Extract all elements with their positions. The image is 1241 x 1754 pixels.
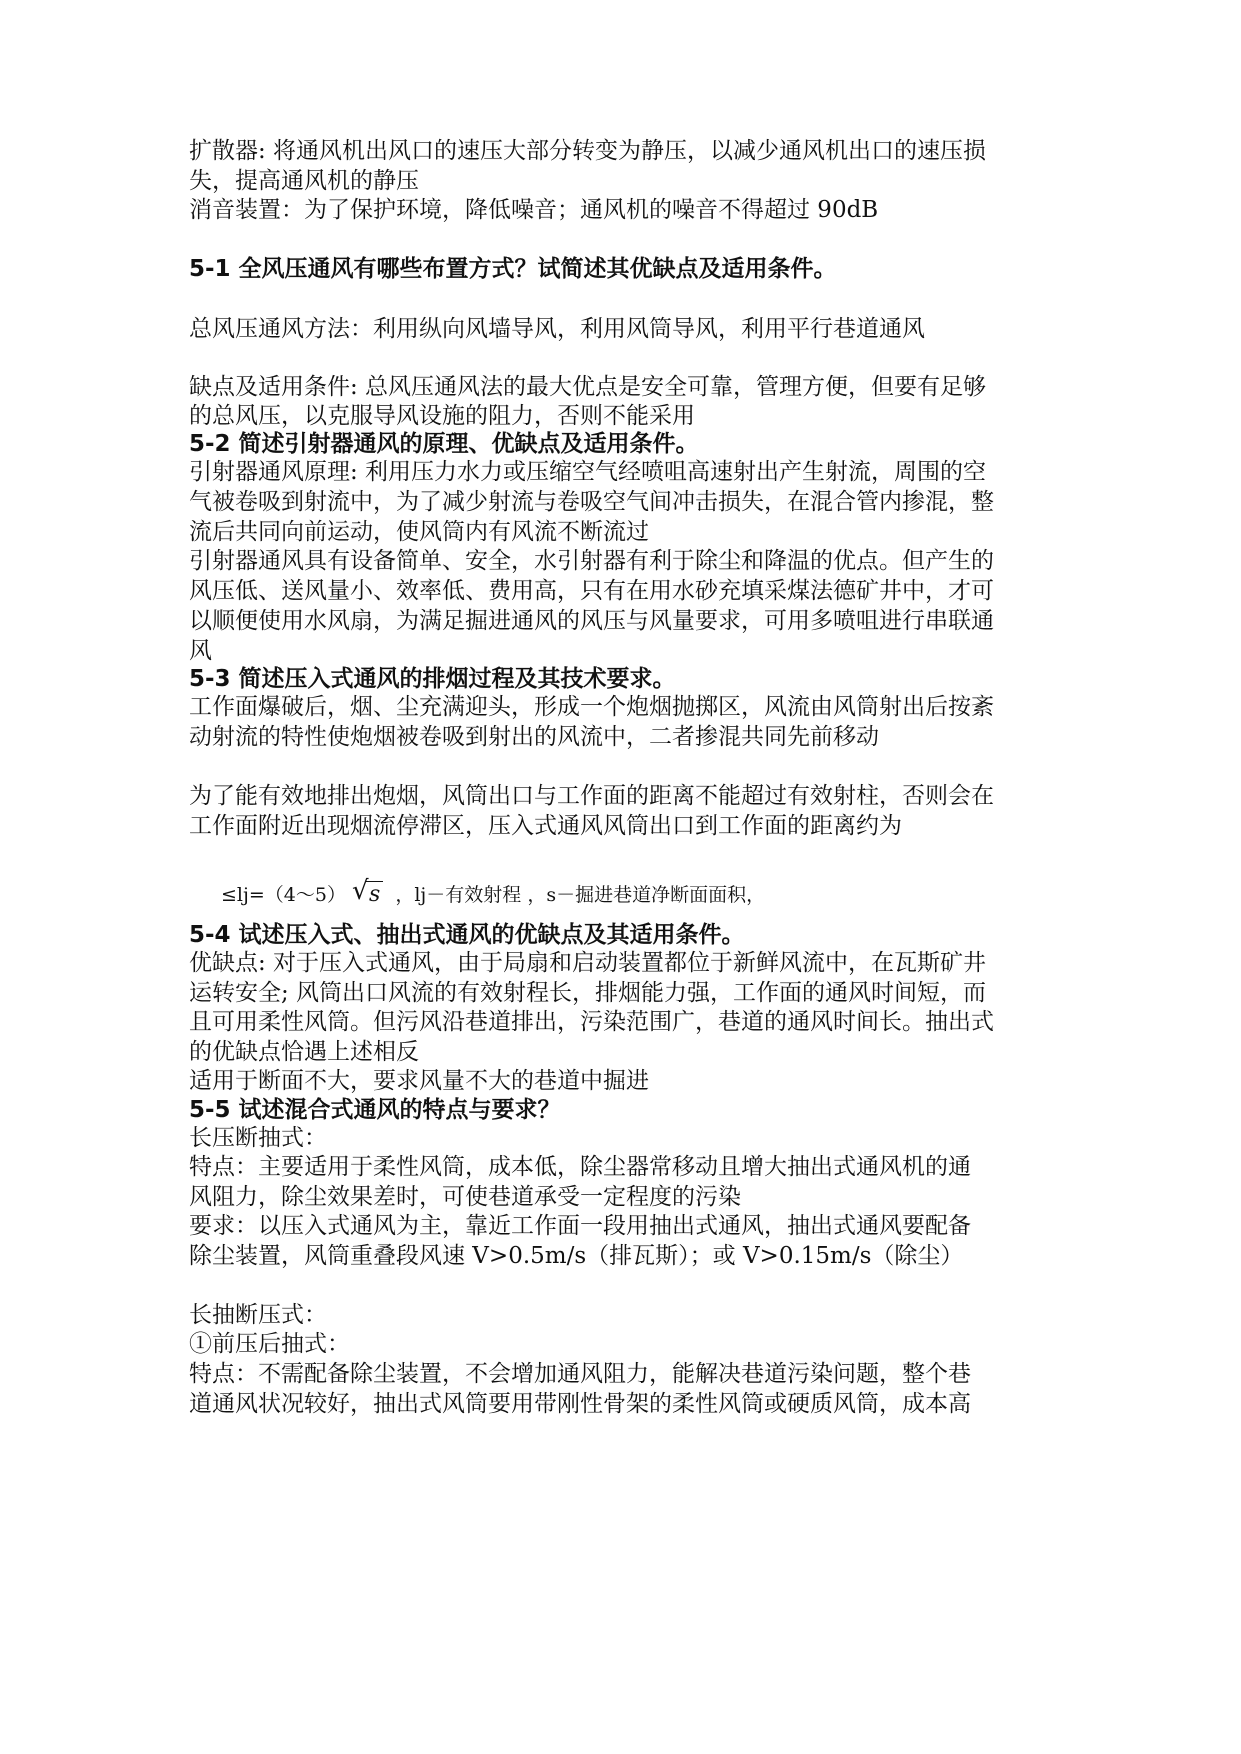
text-line: 特点：不需配备除尘装置，不会增加通风阻力，能解决巷道污染问题，整个巷	[189, 1361, 971, 1387]
square-root	[352, 876, 383, 910]
text-line: 的总风压，以克服导风设施的阻力，否则不能采用	[189, 403, 695, 429]
text-line: 扩散器: 将通风机出风口的速压大部分转变为静压，以减少通风机出口的速压损	[189, 138, 987, 164]
text-line: 特点：主要适用于柔性风筒，成本低，除尘器常移动且增大抽出式通风机的通	[189, 1154, 971, 1180]
text-line: 道通风状况较好，抽出式风筒要用带刚性骨架的柔性风筒或硬质风筒，成本高	[189, 1391, 971, 1417]
formula-suffix: ，lj－有效射程 ，s－掘进巷道净断面面积，	[389, 884, 766, 906]
section-heading: 5-4 试述压入式、抽出式通风的优缺点及其适用条件。	[189, 922, 745, 948]
text-line: ①前压后抽式：	[189, 1331, 350, 1357]
section-heading: 5-5 试述混合式通风的特点与要求？	[189, 1097, 561, 1123]
text-line: 运转安全; 风筒出口风流的有效射程长，排烟能力强，工作面的通风时间短，而	[189, 980, 987, 1006]
text-line: 流后共同向前运动，使风筒内有风流不断流过	[189, 519, 649, 545]
text-line: 长抽断压式：	[189, 1302, 327, 1328]
text-line: 引射器通风具有设备简单、安全，水引射器有利于除尘和降温的优点。但产生的	[189, 548, 994, 574]
text-line: 总风压通风方法：利用纵向风墙导风，利用风筒导风，利用平行巷道通风	[189, 316, 925, 342]
formula-prefix: ≤lj=（4～5）	[221, 884, 346, 906]
text-line: 工作面爆破后，烟、尘充满迎头，形成一个炮烟抛掷区，风流由风筒射出后按紊	[189, 694, 994, 720]
text-line: 适用于断面不大，要求风量不大的巷道中掘进	[189, 1068, 649, 1094]
section-heading: 5-2 简述引射器通风的原理、优缺点及适用条件。	[189, 431, 699, 457]
text-line: 失，提高通风机的静压	[189, 168, 419, 194]
text-line: 以顺便使用水风扇，为满足掘进通风的风压与风量要求，可用多喷咀进行串联通	[189, 608, 994, 634]
text-line: 工作面附近出现烟流停滞区，压入式通风风筒出口到工作面的距离约为	[189, 813, 902, 839]
text-line: 且可用柔性风筒。但污风沿巷道排出，污染范围广，巷道的通风时间长。抽出式	[189, 1009, 994, 1035]
radical-sign-icon: √	[352, 876, 369, 906]
text-line: 风	[189, 638, 212, 664]
text-line: 的优缺点恰遇上述相反	[189, 1039, 419, 1065]
text-line: 气被卷吸到射流中，为了减少射流与卷吸空气间冲击损失，在混合管内掺混，整	[189, 489, 994, 515]
text-line: 缺点及适用条件: 总风压通风法的最大优点是安全可靠，管理方便，但要有足够	[189, 374, 987, 400]
text-line: 要求：以压入式通风为主，靠近工作面一段用抽出式通风，抽出式通风要配备	[189, 1213, 971, 1239]
text-line: 长压断抽式：	[189, 1125, 327, 1151]
text-line: 引射器通风原理: 利用压力水力或压缩空气经喷咀高速射出产生射流，周围的空	[189, 459, 987, 485]
text-line: 消音装置：为了保护环境，降低噪音；通风机的噪音不得超过 90dB	[189, 197, 879, 223]
text-line: 为了能有效地排出炮烟，风筒出口与工作面的距离不能超过有效射柱，否则会在	[189, 783, 994, 809]
text-line: 优缺点: 对于压入式通风，由于局扇和启动装置都位于新鲜风流中，在瓦斯矿井	[189, 950, 987, 976]
section-heading: 5-3 简述压入式通风的排烟过程及其技术要求。	[189, 666, 676, 692]
text-line: 风压低、送风量小、效率低、费用高，只有在用水砂充填采煤法德矿井中，才可	[189, 578, 994, 604]
formula-radicand: s	[366, 881, 383, 907]
text-line: 除尘装置，风筒重叠段风速 V>0.5m/s（排瓦斯）；或 V>0.15m/s（除尘）	[189, 1243, 964, 1269]
text-line: 动射流的特性使炮烟被卷吸到射出的风流中，二者掺混共同先前移动	[189, 724, 879, 750]
text-line: 风阻力，除尘效果差时，可使巷道承受一定程度的污染	[189, 1184, 741, 1210]
section-heading: 5-1 全风压通风有哪些布置方式？试简述其优缺点及适用条件。	[189, 256, 837, 282]
formula-line	[221, 876, 766, 910]
